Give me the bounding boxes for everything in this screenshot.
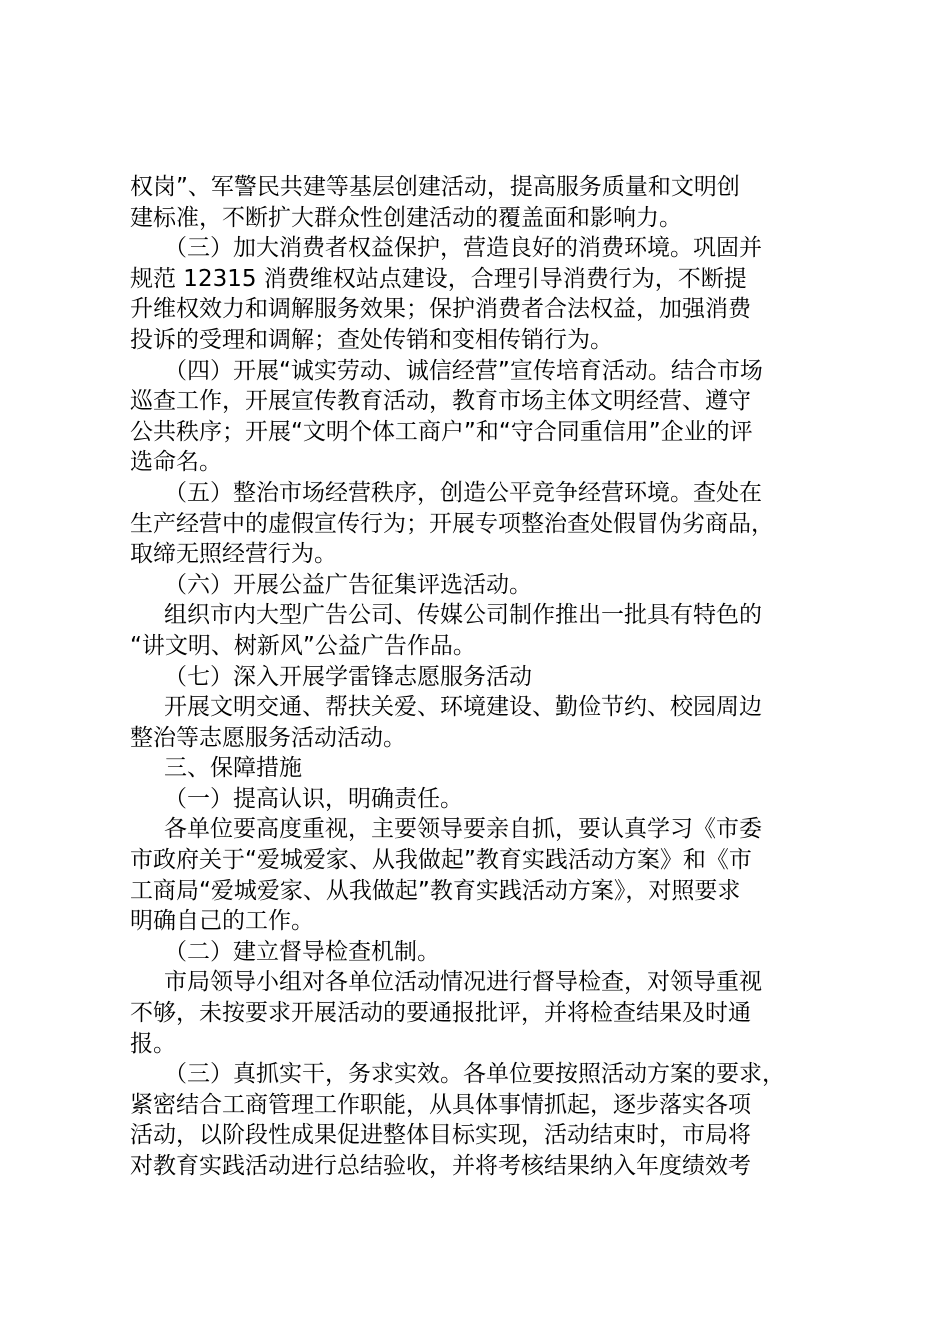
text-line: 工商局“爱城爱家、从我做起”教育实践活动方案》，对照要求: [130, 877, 741, 904]
text-line: “讲文明、树新风”公益广告作品。: [130, 632, 476, 659]
document-body: [130, 172, 850, 1182]
text-line: 建标准，不断扩大群众性创建活动的覆盖面和影响力。: [130, 204, 682, 231]
text-line: （三）真抓实干，务求实效。各单位要按照活动方案的要求，: [164, 1061, 785, 1088]
text-line: 选命名。: [130, 449, 222, 476]
text-line: 开展文明交通、帮扶关爱、环境建设、勤俭节约、校园周边: [164, 694, 762, 721]
text-line: 投诉的受理和调解；查处传销和变相传销行为。: [130, 326, 613, 353]
text-line: （四）开展“诚实劳动、诚信经营”宣传培育活动。结合市场: [164, 357, 763, 384]
text-line: 对教育实践活动进行总结验收，并将考核结果纳入年度绩效考: [130, 1153, 751, 1179]
text-line: 各单位要高度重视，主要领导要亲自抓，要认真学习《市委: [164, 816, 762, 843]
text-line: 权岗”、军警民共建等基层创建活动，提高服务质量和文明创: [130, 174, 740, 200]
text-line: 升维权效力和调解服务效果；保护消费者合法权益，加强消费: [130, 296, 751, 323]
text-line: 市政府关于“爱城爱家、从我做起”教育实践活动方案》和《市: [130, 847, 752, 874]
text-line: 整治等志愿服务活动活动。: [130, 724, 406, 751]
text-line: 市局领导小组对各单位活动情况进行督导检查，对领导重视: [164, 969, 762, 996]
text-line: 巡查工作，开展宣传教育活动，教育市场主体文明经营、遵守: [130, 388, 751, 415]
text-line: 活动，以阶段性成果促进整体目标实现，活动结束时，市局将: [130, 1122, 751, 1149]
text-line: （六）开展公益广告征集评选活动。: [164, 571, 532, 598]
text-line: （一）提高认识，明确责任。: [164, 785, 463, 812]
text-line: （五）整治市场经营秩序，创造公平竞争经营环境。查处在: [164, 479, 762, 506]
text-line: 规范 12315 消费维权站点建设，合理引导消费行为，不断提: [130, 265, 747, 292]
text-line: 取缔无照经营行为。: [130, 541, 337, 568]
text-line: （七）深入开展学雷锋志愿服务活动: [164, 663, 532, 690]
text-line: （三）加大消费者权益保护，营造良好的消费环境。巩固并: [164, 235, 762, 262]
text-line: 明确自己的工作。: [130, 908, 314, 935]
text-line: 报。: [130, 1030, 176, 1057]
text-line: 生产经营中的虚假宣传行为；开展专项整治查处假冒伪劣商品，: [130, 510, 774, 537]
text-line: 三、保障措施: [164, 755, 302, 782]
text-line: 公共秩序；开展“文明个体工商户”和“守合同重信用”企业的评: [130, 418, 753, 445]
text-line: （二）建立督导检查机制。: [164, 938, 440, 965]
text-line: 组织市内大型广告公司、传媒公司制作推出一批具有特色的: [164, 602, 762, 629]
text-line: 不够，未按要求开展活动的要通报批评，并将检查结果及时通: [130, 1000, 751, 1027]
text-line: 紧密结合工商管理工作职能，从具体事情抓起，逐步落实各项: [130, 1091, 751, 1118]
